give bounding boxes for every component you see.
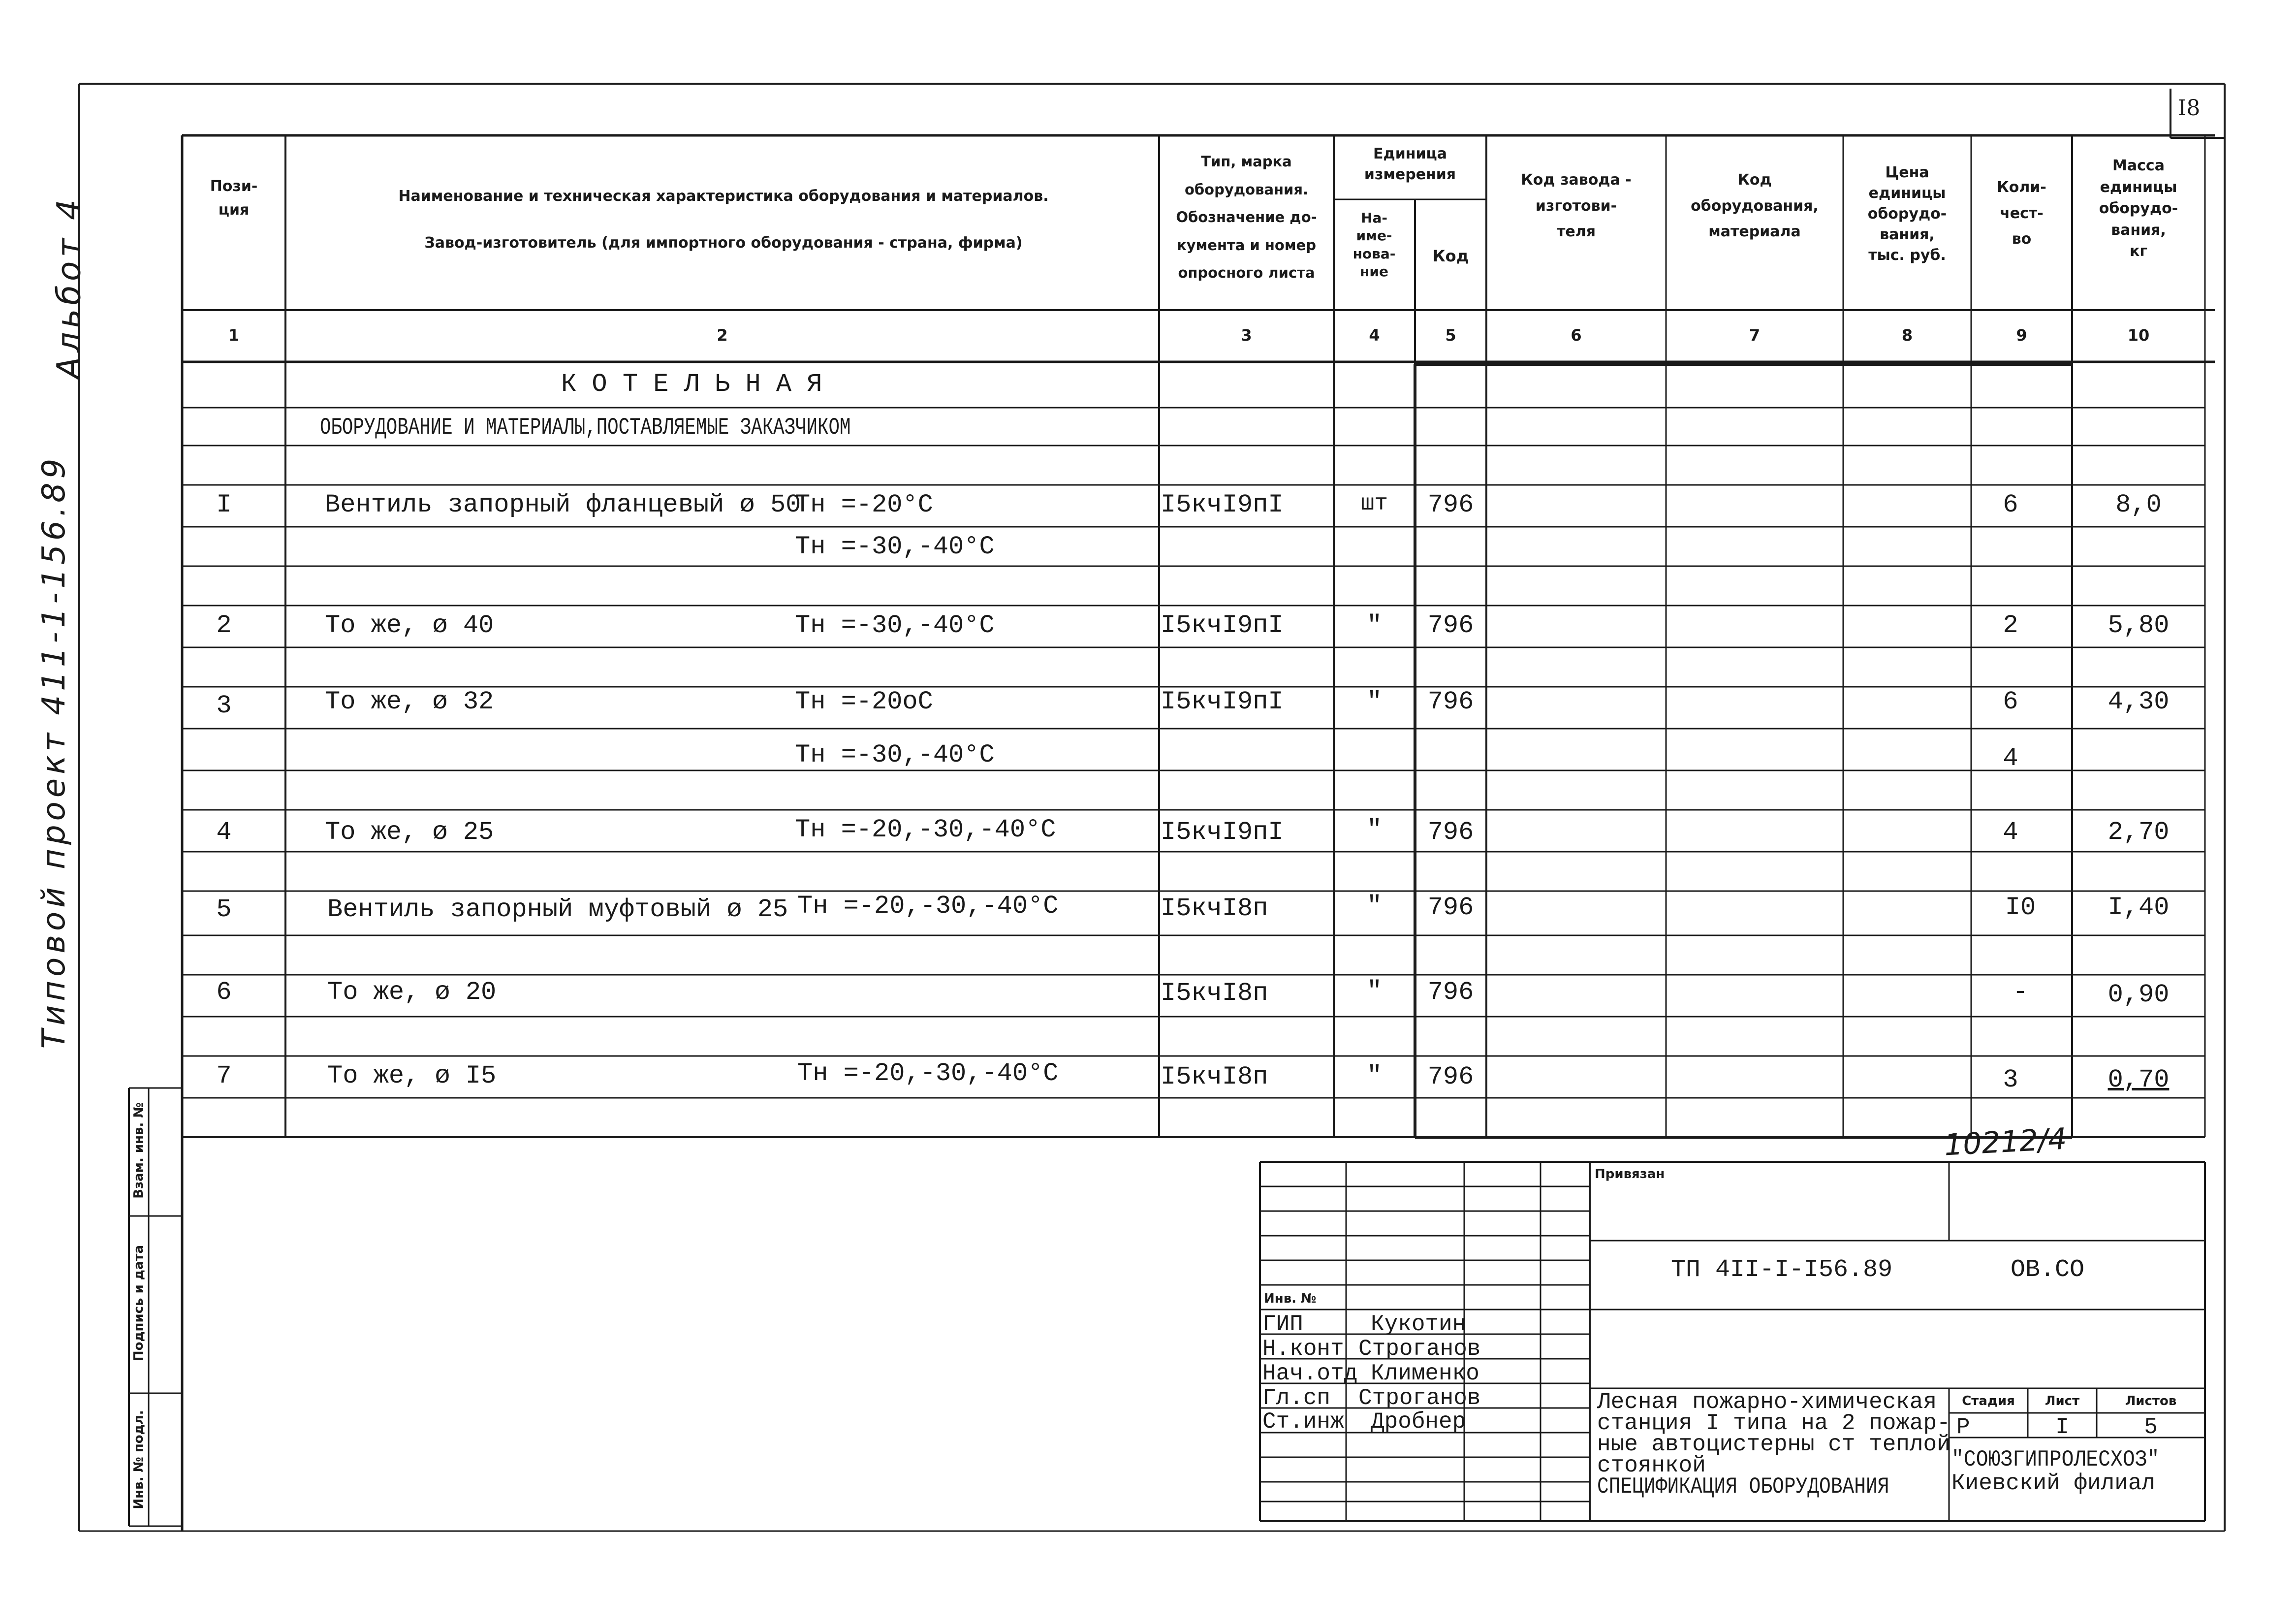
document-suffix: ОВ.СО xyxy=(2011,1256,2085,1284)
row-3-type: I5кчI9пI xyxy=(1161,687,1284,716)
sheet-value: I xyxy=(2055,1414,2069,1440)
row-5-quantity: I0 xyxy=(2005,893,2036,922)
row-1-position: I xyxy=(216,490,232,519)
column-number-8: 8 xyxy=(1901,326,1913,345)
description-line-2: станция I типа на 2 пожар- xyxy=(1597,1410,1950,1436)
side-stamp-signature: Подпись и дата xyxy=(131,1245,146,1362)
header-price: Цена единицы оборудо- вания, тыс. руб. xyxy=(1867,164,1947,264)
row-3b-temp: Tн =-30,-40°C xyxy=(795,740,995,769)
column-number-4: 4 xyxy=(1369,326,1380,345)
header-type: Тип, марка оборудования. Обозначение до- кумента и номер опросного листа xyxy=(1176,153,1317,282)
row-6-quantity: - xyxy=(2013,978,2028,1007)
attached-label: Привязан xyxy=(1595,1167,1665,1182)
row-1b-temp: Tн =-30,-40°C xyxy=(795,532,995,561)
column-number-9: 9 xyxy=(2016,326,2027,345)
row-4-mass: 2,70 xyxy=(2107,818,2170,847)
sheets-label: Листов xyxy=(2125,1394,2177,1408)
section-subtitle: ОБОРУДОВАНИЕ И МАТЕРИАЛЫ,ПОСТАВЛЯЕМЫЕ ЗАКАЗЧИКОМ xyxy=(320,415,851,441)
row-3-name: То же, ø 32 xyxy=(325,687,494,716)
row-1-mass: 8,0 xyxy=(2115,490,2162,519)
row-3-code: 796 xyxy=(1427,687,1474,716)
sheet-label: Лист xyxy=(2044,1394,2080,1408)
row-7-mass: 0,70 xyxy=(2107,1065,2170,1094)
row-2-quantity: 2 xyxy=(2003,611,2018,640)
header-unit-group: Единица измерения xyxy=(1364,145,1456,183)
row-4-quantity: 4 xyxy=(2003,818,2018,847)
header-quantity: Коли- чест- во xyxy=(1997,179,2046,248)
header-unit-code: Код xyxy=(1432,247,1469,265)
row-4-type: I5кчI9пI xyxy=(1161,818,1284,847)
side-stamp-replacement: Взам. инв. № xyxy=(131,1102,146,1199)
project-label: Типовой проект 411-1-156.89 xyxy=(36,454,72,1049)
row-5-type: I5кчI8п xyxy=(1161,894,1268,923)
column-number-2: 2 xyxy=(717,326,728,345)
sheets-value: 5 xyxy=(2144,1414,2158,1440)
row-2-position: 2 xyxy=(216,611,232,640)
row-1-type: I5кчI9пI xyxy=(1161,490,1284,519)
row-7-quantity: 3 xyxy=(2003,1065,2018,1094)
row-5-code: 796 xyxy=(1427,893,1474,922)
staff-role-2: Н.конт xyxy=(1262,1336,1344,1362)
row-6-code: 796 xyxy=(1427,978,1474,1007)
row-1-code: 796 xyxy=(1427,490,1474,519)
row-6-position: 6 xyxy=(216,978,232,1007)
section-title: К О Т Е Л Ь Н А Я xyxy=(561,370,822,399)
row-7-position: 7 xyxy=(216,1061,232,1090)
row-5-position: 5 xyxy=(216,895,232,924)
row-4-code: 796 xyxy=(1427,818,1474,847)
description-line-1: Лесная пожарно-химическая xyxy=(1597,1389,1937,1415)
row-2-unit: " xyxy=(1366,611,1383,640)
row-3-unit: " xyxy=(1366,687,1383,716)
row-3-mass: 4,30 xyxy=(2107,687,2170,716)
header-position: Пози- ция xyxy=(210,178,258,219)
row-7-code: 796 xyxy=(1427,1062,1474,1091)
row-6-type: I5кчI8п xyxy=(1161,979,1268,1008)
row-2-code: 796 xyxy=(1427,611,1474,640)
column-number-5: 5 xyxy=(1445,326,1456,345)
staff-role-1: ГИП xyxy=(1262,1311,1303,1337)
row-6-unit: " xyxy=(1366,977,1383,1006)
album-label: Альбот 4 xyxy=(50,195,88,379)
column-number-10: 10 xyxy=(2127,326,2150,345)
row-7-temp: Tн =-20,-30,-40°C xyxy=(797,1059,1059,1088)
staff-name-3: Клименко xyxy=(1371,1361,1479,1386)
row-2-temp: Tн =-30,-40°C xyxy=(795,611,995,640)
header-equipment-code: Код оборудования, материала xyxy=(1691,171,1819,240)
staff-name-4: Строганов xyxy=(1358,1385,1481,1411)
row-6-name: То же, ø 20 xyxy=(327,978,497,1007)
row-1-quantity: 6 xyxy=(2003,490,2018,519)
sheet-number: I8 xyxy=(2178,96,2201,121)
row-2-name: То же, ø 40 xyxy=(325,611,494,640)
staff-role-3: Нач.отд xyxy=(1262,1361,1358,1386)
row-2-mass: 5,80 xyxy=(2107,611,2170,640)
column-number-3: 3 xyxy=(1241,326,1252,345)
header-name-line1: Наименование и техническая характеристика оборудования и материалов. xyxy=(398,188,1049,205)
column-number-6: 6 xyxy=(1571,326,1582,345)
row-3-temp: Tн =-20оC xyxy=(795,687,933,716)
header-mass: Масса единицы оборудо- вания, кг xyxy=(2099,157,2178,260)
row-4-name: То же, ø 25 xyxy=(325,818,494,847)
row-1-unit: шт xyxy=(1360,491,1388,516)
row-7-type: I5кчI8п xyxy=(1161,1062,1268,1091)
inventory-label: Инв. № xyxy=(1264,1291,1317,1306)
stage-value: Р xyxy=(1956,1414,1970,1440)
stage-label: Стадия xyxy=(1962,1394,2015,1408)
row-4-unit: " xyxy=(1366,815,1383,844)
staff-role-4: Гл.сп xyxy=(1262,1385,1331,1411)
row-3b-quantity: 4 xyxy=(2003,744,2018,773)
row-5-unit: " xyxy=(1366,892,1383,921)
row-4-temp: Tн =-20,-30,-40°C xyxy=(795,815,1056,844)
row-3-quantity: 6 xyxy=(2003,687,2018,716)
staff-name-1: Кукотин xyxy=(1371,1311,1466,1337)
document-title: СПЕЦИФИКАЦИЯ ОБОРУДОВАНИЯ xyxy=(1597,1474,1889,1500)
staff-name-2: Строганов xyxy=(1358,1336,1481,1362)
organization: "СОЮЗГИПРОЛЕСХОЗ" xyxy=(1951,1447,2160,1472)
row-4-position: 4 xyxy=(216,818,232,847)
header-unit-name: На- име- нова- ние xyxy=(1352,210,1396,280)
row-5-temp: Tн =-20,-30,-40°C xyxy=(797,892,1059,921)
branch: Киевский филиал xyxy=(1951,1471,2156,1496)
row-7-name: То же, ø I5 xyxy=(327,1061,497,1090)
row-5-name: Вентиль запорный муфтовый ø 25 xyxy=(327,895,788,924)
side-stamp-inventory: Инв. № подл. xyxy=(131,1410,146,1509)
row-1-temp: Tн =-20°C xyxy=(795,490,933,519)
row-2-type: I5кчI9пI xyxy=(1161,611,1284,640)
description-line-4: стоянкой xyxy=(1597,1453,1706,1478)
header-name-line2: Завод-изготовитель (для импортного оборудования - страна, фирма) xyxy=(424,234,1023,252)
row-6-mass: 0,90 xyxy=(2107,980,2170,1009)
staff-name-5: Дробнер xyxy=(1371,1409,1466,1435)
row-7-unit: " xyxy=(1366,1061,1383,1090)
header-factory-code: Код завода - изготови- теля xyxy=(1521,171,1632,240)
row-3-position: 3 xyxy=(216,691,232,720)
row-5-mass: I,40 xyxy=(2107,893,2170,922)
inventory-mark: 10212/4 xyxy=(1943,1121,2068,1163)
column-number-1: 1 xyxy=(228,326,240,345)
row-1-name: Вентиль запорный фланцевый ø 50 xyxy=(325,490,801,519)
document-code: ТП 4II-I-I56.89 xyxy=(1671,1256,1893,1284)
staff-role-5: Ст.инж xyxy=(1262,1409,1344,1435)
column-number-7: 7 xyxy=(1749,326,1761,345)
description-line-3: ные автоцистерны ст теплой xyxy=(1597,1432,1950,1457)
